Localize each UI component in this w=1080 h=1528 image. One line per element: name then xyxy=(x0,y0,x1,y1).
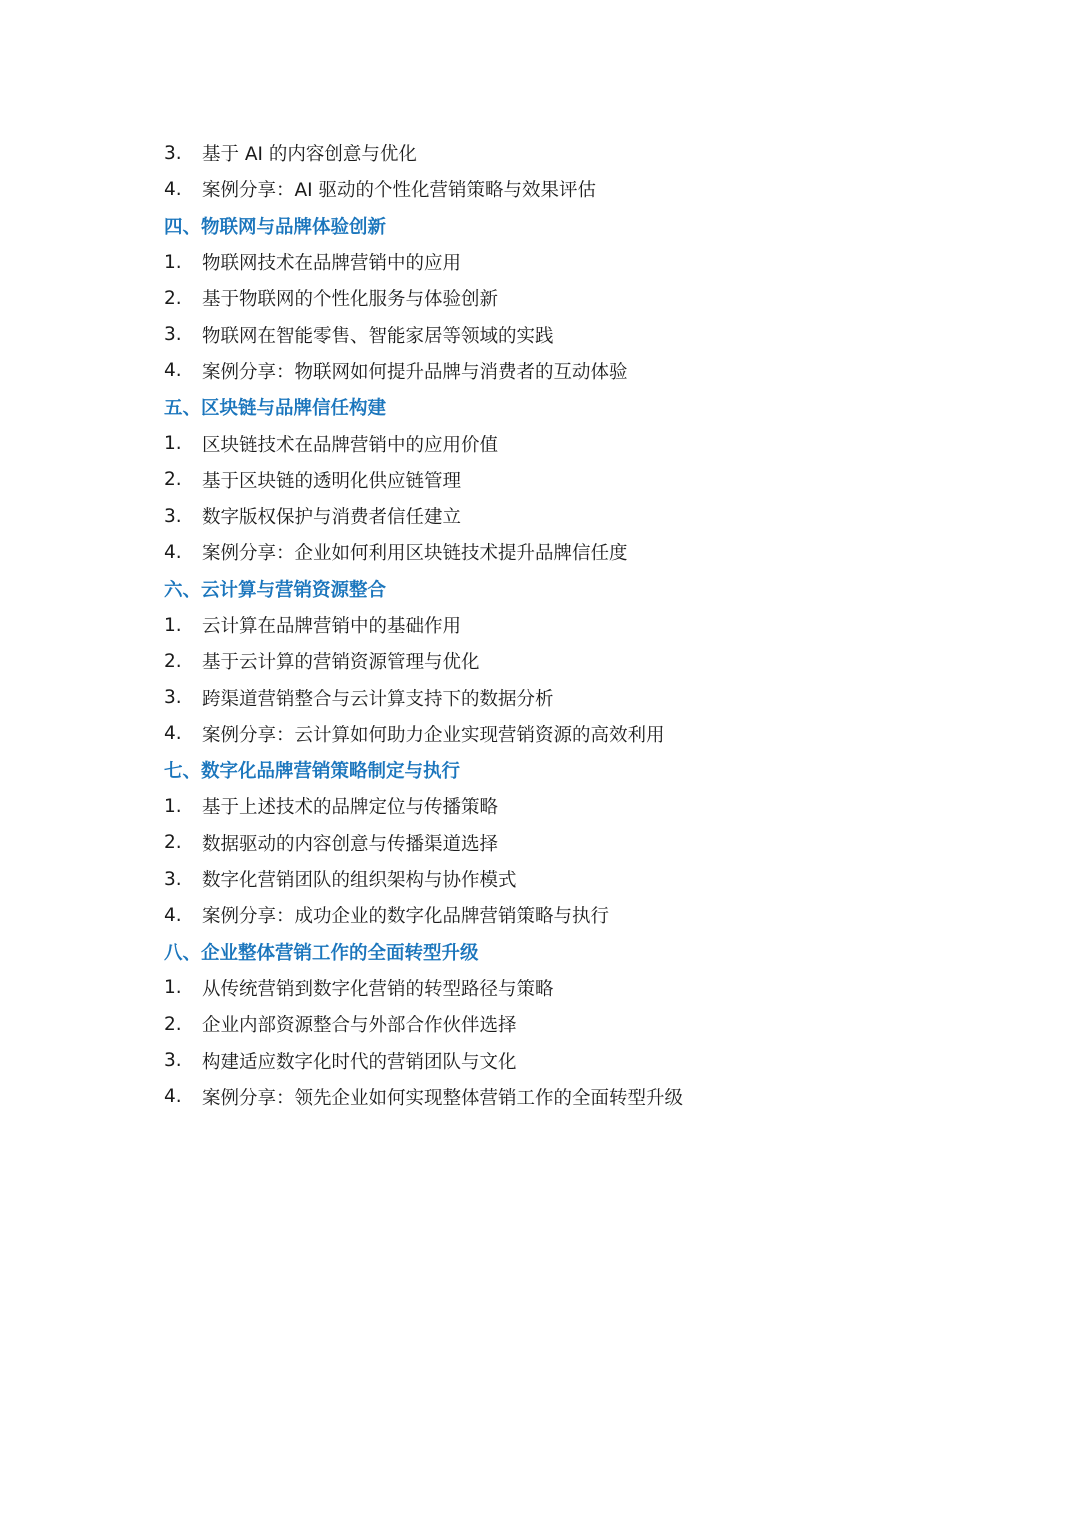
list-item-text: 企业内部资源整合与外部合作伙伴选择 xyxy=(202,1015,517,1037)
list-item-number: 1. xyxy=(164,433,182,455)
list-item-text: 基于云计算的营销资源管理与优化 xyxy=(202,652,480,674)
list-item xyxy=(164,280,964,316)
list-item xyxy=(164,970,964,1006)
list-item xyxy=(164,1079,964,1115)
course-outline xyxy=(164,135,964,1115)
list-item-number: 1. xyxy=(164,795,182,817)
list-item-text: 构建适应数字化时代的营销团队与文化 xyxy=(202,1051,517,1073)
list-item-text: 案例分享：领先企业如何实现整体营销工作的全面转型升级 xyxy=(202,1087,684,1109)
list-item-text: 区块链技术在品牌营销中的应用价值 xyxy=(202,434,499,456)
list-item xyxy=(164,897,964,933)
list-item xyxy=(164,462,964,498)
list-item xyxy=(164,1006,964,1042)
list-item xyxy=(164,498,964,534)
list-item-text: 案例分享：企业如何利用区块链技术提升品牌信任度 xyxy=(202,543,628,565)
list-item-number: 1. xyxy=(164,977,182,999)
list-item-text: 物联网技术在品牌营销中的应用 xyxy=(202,253,462,275)
list-item-number: 2. xyxy=(164,469,182,491)
list-item xyxy=(164,607,964,643)
list-item-text: 从传统营销到数字化营销的转型路径与策略 xyxy=(202,978,554,1000)
list-item-number: 3. xyxy=(164,1050,182,1072)
list-item-text: 数字化营销团队的组织架构与协作模式 xyxy=(202,870,517,892)
list-item-number: 2. xyxy=(164,287,182,309)
section-heading-text: 四、物联网与品牌体验创新 xyxy=(164,216,387,238)
list-item xyxy=(164,244,964,280)
list-item xyxy=(164,716,964,752)
list-item-number: 1. xyxy=(164,614,182,636)
list-item-text: 基于上述技术的品牌定位与传播策略 xyxy=(202,797,499,819)
list-item xyxy=(164,534,964,570)
list-item xyxy=(164,1042,964,1078)
list-item-number: 4. xyxy=(164,541,182,563)
list-item-number: 2. xyxy=(164,1013,182,1035)
list-item xyxy=(164,825,964,861)
list-item xyxy=(164,353,964,389)
list-item-text: 云计算在品牌营销中的基础作用 xyxy=(202,616,462,637)
list-item-text: 案例分享：物联网如何提升品牌与消费者的互动体验 xyxy=(202,361,628,383)
section-heading xyxy=(164,208,964,244)
section-heading xyxy=(164,934,964,970)
list-item-text: 案例分享：成功企业的数字化品牌营销策略与执行 xyxy=(202,906,610,928)
list-item xyxy=(164,316,964,352)
section-heading xyxy=(164,389,964,425)
section-heading-text: 七、数字化品牌营销策略制定与执行 xyxy=(164,761,461,783)
section-heading-text: 六、云计算与营销资源整合 xyxy=(164,579,387,601)
list-item-number: 3. xyxy=(164,324,182,346)
list-item-text: 跨渠道营销整合与云计算支持下的数据分析 xyxy=(202,688,554,710)
list-item xyxy=(164,135,964,171)
section-heading-text: 八、企业整体营销工作的全面转型升级 xyxy=(164,942,479,964)
list-item xyxy=(164,425,964,461)
list-item-text: 基于 AI 的内容创意与优化 xyxy=(202,144,417,166)
list-item-number: 4. xyxy=(164,360,182,382)
list-item xyxy=(164,861,964,897)
list-item-text: 案例分享：AI 驱动的个性化营销策略与效果评估 xyxy=(202,180,596,202)
list-item-number: 4. xyxy=(164,904,182,926)
list-item-number: 3. xyxy=(164,868,182,890)
list-item-text: 数字版权保护与消费者信任建立 xyxy=(202,507,462,529)
list-item-number: 2. xyxy=(164,650,182,672)
list-item-text: 基于物联网的个性化服务与体验创新 xyxy=(202,289,499,311)
list-item-number: 4. xyxy=(164,723,182,745)
list-item-number: 3. xyxy=(164,142,182,164)
list-item-text: 案例分享：云计算如何助力企业实现营销资源的高效利用 xyxy=(202,724,665,746)
list-item-text: 数据驱动的内容创意与传播渠道选择 xyxy=(202,833,499,855)
list-item xyxy=(164,643,964,679)
list-item-text: 物联网在智能零售、智能家居等领域的实践 xyxy=(202,325,554,347)
list-item-number: 4. xyxy=(164,1086,182,1108)
list-item xyxy=(164,171,964,207)
list-item-number: 4. xyxy=(164,178,182,200)
section-heading xyxy=(164,571,964,607)
list-item-number: 1. xyxy=(164,251,182,273)
list-item-text: 基于区块链的透明化供应链管理 xyxy=(202,470,462,492)
list-item-number: 3. xyxy=(164,505,182,527)
list-item xyxy=(164,679,964,715)
section-heading-text: 五、区块链与品牌信任构建 xyxy=(164,398,387,420)
list-item-number: 2. xyxy=(164,832,182,854)
list-item-number: 3. xyxy=(164,687,182,709)
section-heading xyxy=(164,752,964,788)
list-item xyxy=(164,788,964,824)
